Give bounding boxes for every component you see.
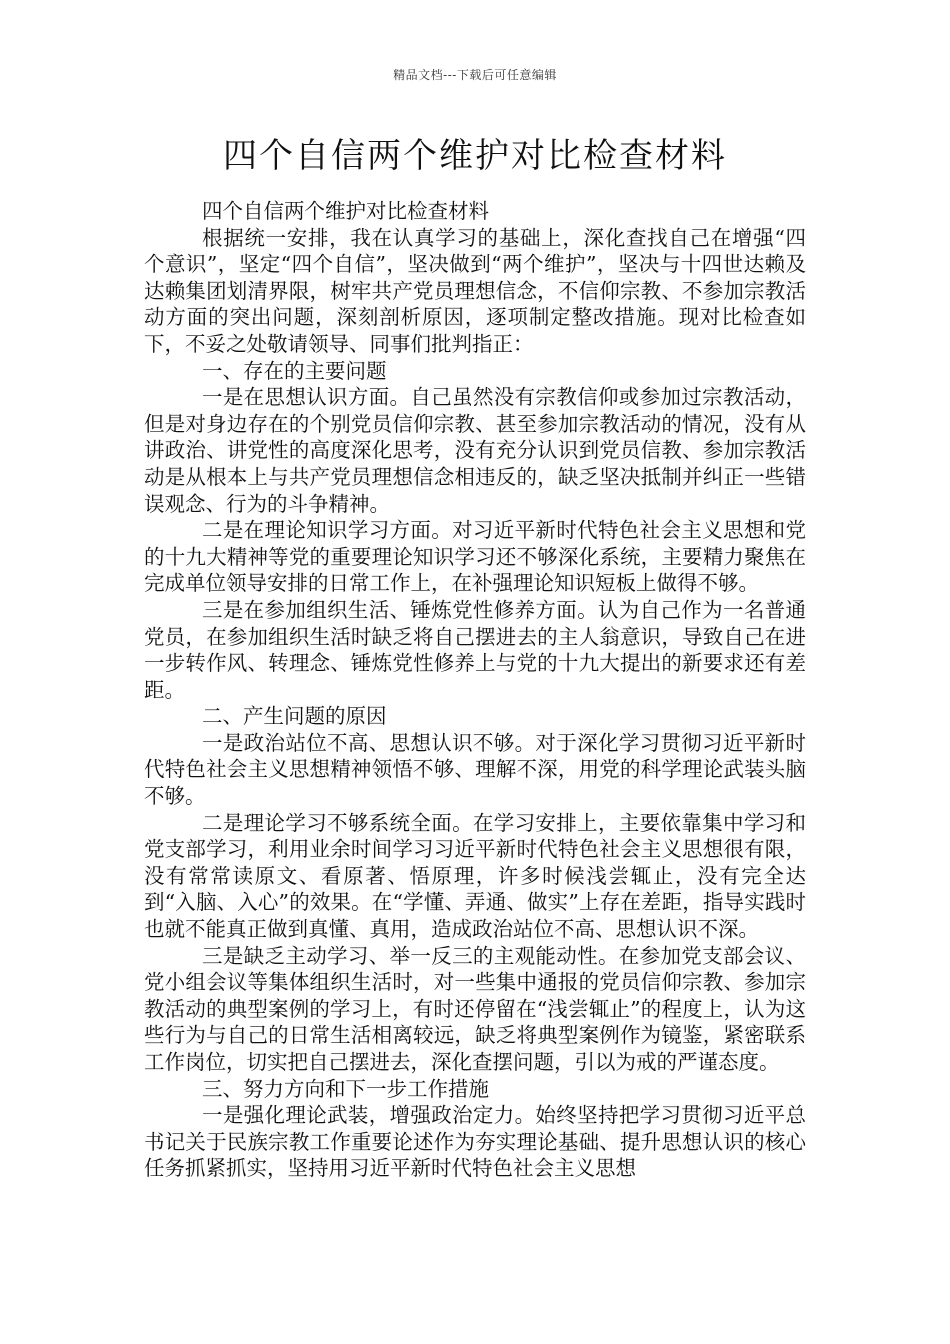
section-heading-problems: 一、存在的主要问题 [202, 358, 387, 383]
paragraph-problem-3: 三是在参加组织生活、锤炼党性修养方面。认为自己作为一名普通党员，在参加组织生活时缺乏将自己摆进去的主人翁意识，导致自己在进一步转作风、转理念、锤炼党性修养上与党的十九大提出的新要求还有差距。 [144, 597, 806, 702]
header-note: 精品文档---下载后可任意编辑 [393, 68, 557, 82]
paragraph-intro: 根据统一安排，我在认真学习的基础上，深化查找自己在增强“四个意识”，坚定“四个自信”，坚决做到“两个维护”，坚决与十四世达赖及达赖集团划清界限，树牢共产党员理想信念，不信仰宗教、不参加宗教活动方面的突出问题，深刻剖析原因，逐项制定整改措施。现对比检查如下，不妥之处敬请领导、同事们批判指正： [144, 225, 806, 356]
section-heading-measures: 三、努力方向和下一步工作措施 [202, 1076, 489, 1101]
document-title: 四个自信两个维护对比检查材料 [223, 136, 727, 176]
paragraph-measure-1: 一是强化理论武装，增强政治定力。始终坚持把学习贯彻习近平总书记关于民族宗教工作重要论述作为夯实理论基础、提升思想认识的核心任务抓紧抓实，坚持用习近平新时代特色社会主义思想 [144, 1103, 806, 1181]
paragraph-problem-1: 一是在思想认识方面。自己虽然没有宗教信仰或参加过宗教活动，但是对身边存在的个别党员信仰宗教、甚至参加宗教活动的情况，没有从讲政治、讲党性的高度深化思考，没有充分认识到党员信教、参加宗教活动是从根本上与共产党员理想信念相违反的，缺乏坚决抵制并纠正一些错误观念、行为的斗争精神。 [144, 385, 806, 516]
paragraph-subtitle: 四个自信两个维护对比检查材料 [202, 199, 489, 223]
paragraph-cause-2: 二是理论学习不够系统全面。在学习安排上，主要依靠集中学习和党支部学习，利用业余时间学习习近平新时代特色社会主义思想很有限，没有常常读原文、看原著、悟原理，许多时候浅尝辄止，没有完全达到“入脑、入心”的效果。在“学懂、弄通、做实”上存在差距，指导实践时也就不能真正做到真懂、真用，造成政治站位不高、思想认识不深。 [144, 810, 806, 942]
paragraph-cause-3: 三是缺乏主动学习、举一反三的主观能动性。在参加党支部会议、党小组会议等集体组织生活时，对一些集中通报的党员信仰宗教、参加宗教活动的典型案例的学习上，有时还停留在“浅尝辄止”的程度上，认为这些行为与自己的日常生活相离较远，缺乏将典型案例作为镜鉴，紧密联系工作岗位，切实把自己摆进去，深化查摆问题，引以为戒的严谨态度。 [144, 943, 806, 1074]
section-heading-causes: 二、产生问题的原因 [202, 704, 387, 729]
document-body [144, 198, 806, 1182]
paragraph-cause-1: 一是政治站位不高、思想认识不够。对于深化学习贯彻习近平新时代特色社会主义思想精神领悟不够、理解不深，用党的科学理论武装头脑不够。 [144, 730, 806, 809]
paragraph-problem-2: 二是在理论知识学习方面。对习近平新时代特色社会主义思想和党的十九大精神等党的重要理论知识学习还不够深化系统，主要精力聚焦在完成单位领导安排的日常工作上，在补强理论知识短板上做得不够。 [144, 518, 806, 596]
